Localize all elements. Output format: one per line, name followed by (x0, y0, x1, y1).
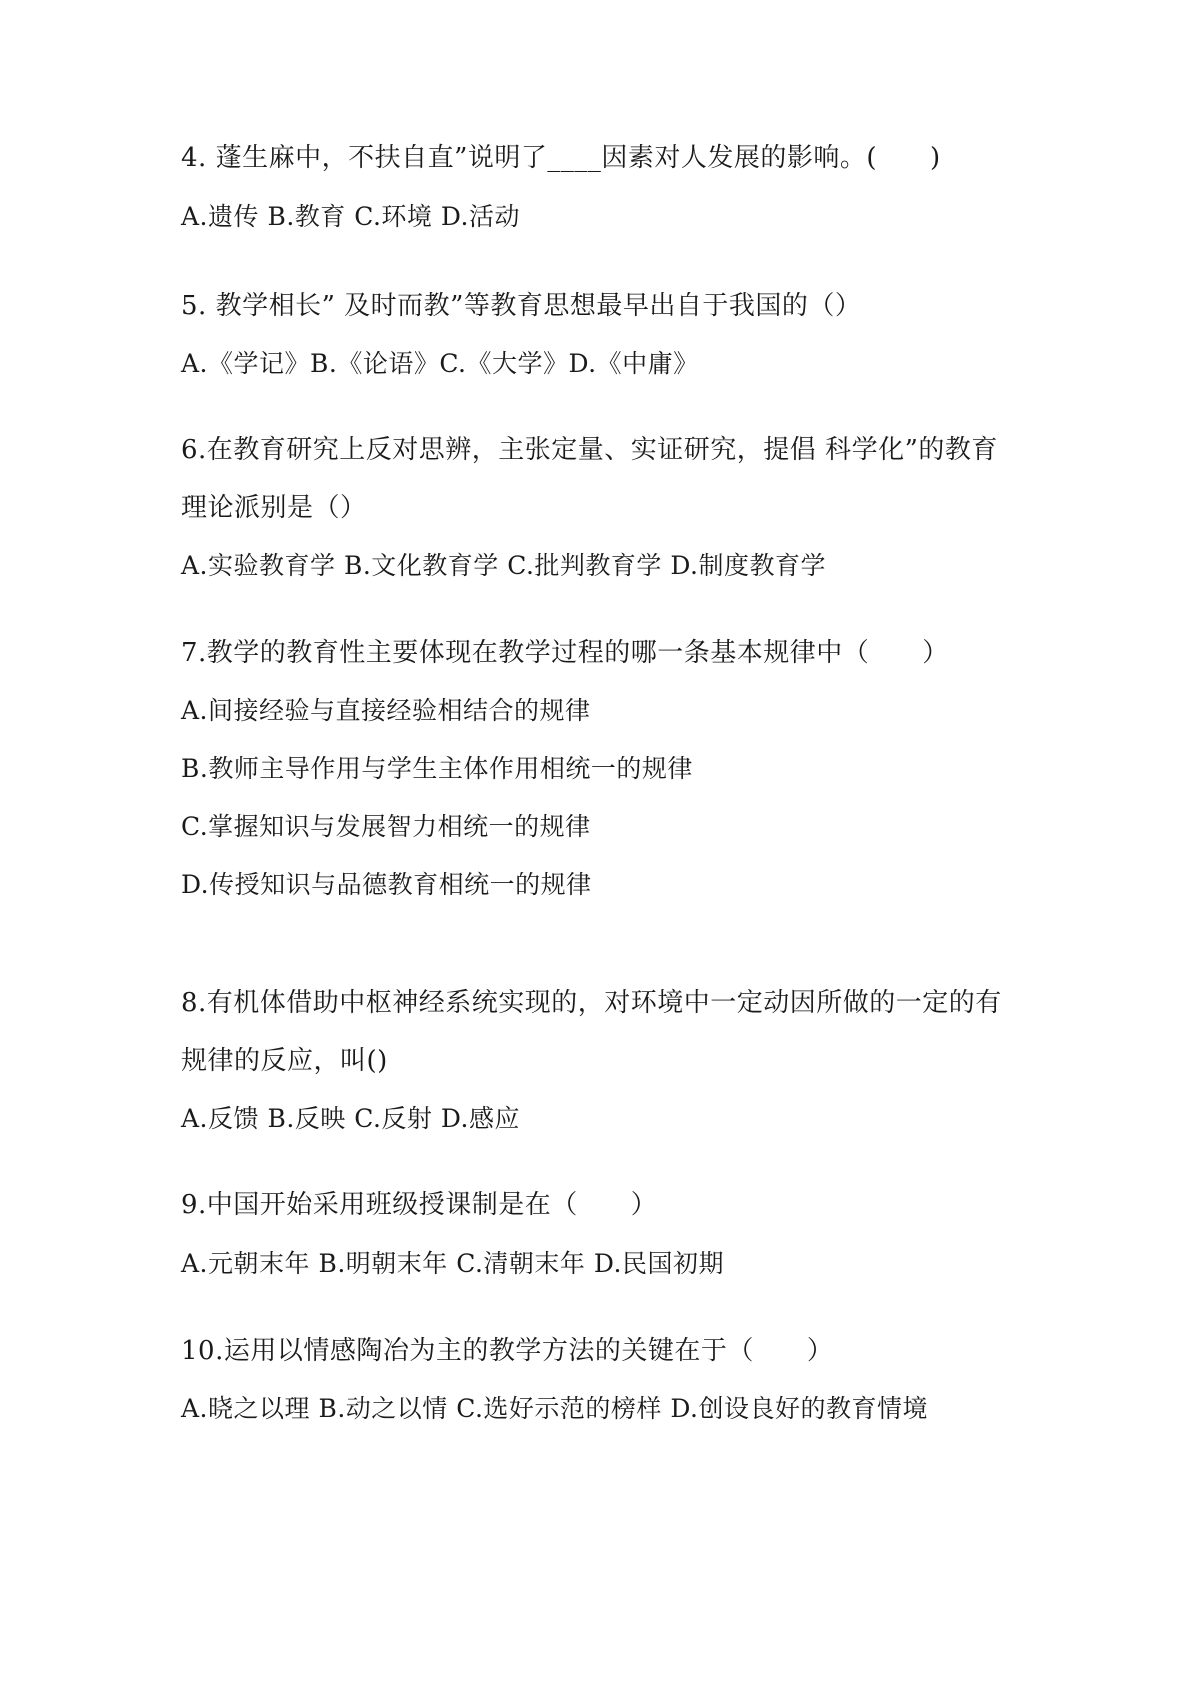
question-10-options: A.晓之以理 B.动之以情 C.选好示范的榜样 D.创设良好的教育情境 (181, 1394, 928, 1423)
question-7-option-c: C.掌握知识与发展智力相统一的规律 (181, 812, 591, 841)
question-7-option-d: D.传授知识与品德教育相统一的规律 (181, 870, 592, 899)
question-9-options: A.元朝末年 B.明朝末年 C.清朝末年 D.民国初期 (181, 1249, 724, 1278)
question-5-options: A.《学记》B.《论语》C.《大学》D.《中庸》 (181, 349, 699, 378)
question-4-stem: 4. 蓬生麻中，不扶自直”说明了____因素对人发展的影响。( ) (181, 143, 941, 173)
question-6-stem-line-2: 理论派别是（） (181, 493, 367, 523)
question-7-option-b: B.教师主导作用与学生主体作用相统一的规律 (181, 754, 693, 783)
question-7-stem: 7.教学的教育性主要体现在教学过程的哪一条基本规律中（ ） (181, 638, 949, 668)
question-6-options: A.实验教育学 B.文化教育学 C.批判教育学 D.制度教育学 (181, 551, 826, 580)
question-6-stem-line-1: 6.在教育研究上反对思辨，主张定量、实证研究，提倡 科学化”的教育 (181, 435, 998, 465)
question-9-stem: 9.中国开始采用班级授课制是在（ ） (181, 1190, 658, 1220)
question-8-stem-line-2: 规律的反应，叫() (181, 1046, 388, 1076)
question-4-options: A.遗传 B.教育 C.环境 D.活动 (181, 202, 520, 231)
question-10-stem: 10.运用以情感陶冶为主的教学方法的关键在于（ ） (181, 1336, 834, 1366)
question-8-stem-line-1: 8.有机体借助中枢神经系统实现的，对环境中一定动因所做的一定的有 (181, 988, 1002, 1018)
question-7-option-a: A.间接经验与直接经验相结合的规律 (181, 696, 591, 725)
question-5-stem: 5. 教学相长” 及时而教”等教育思想最早出自于我国的（） (181, 291, 862, 321)
question-8-options: A.反馈 B.反映 C.反射 D.感应 (181, 1104, 520, 1133)
